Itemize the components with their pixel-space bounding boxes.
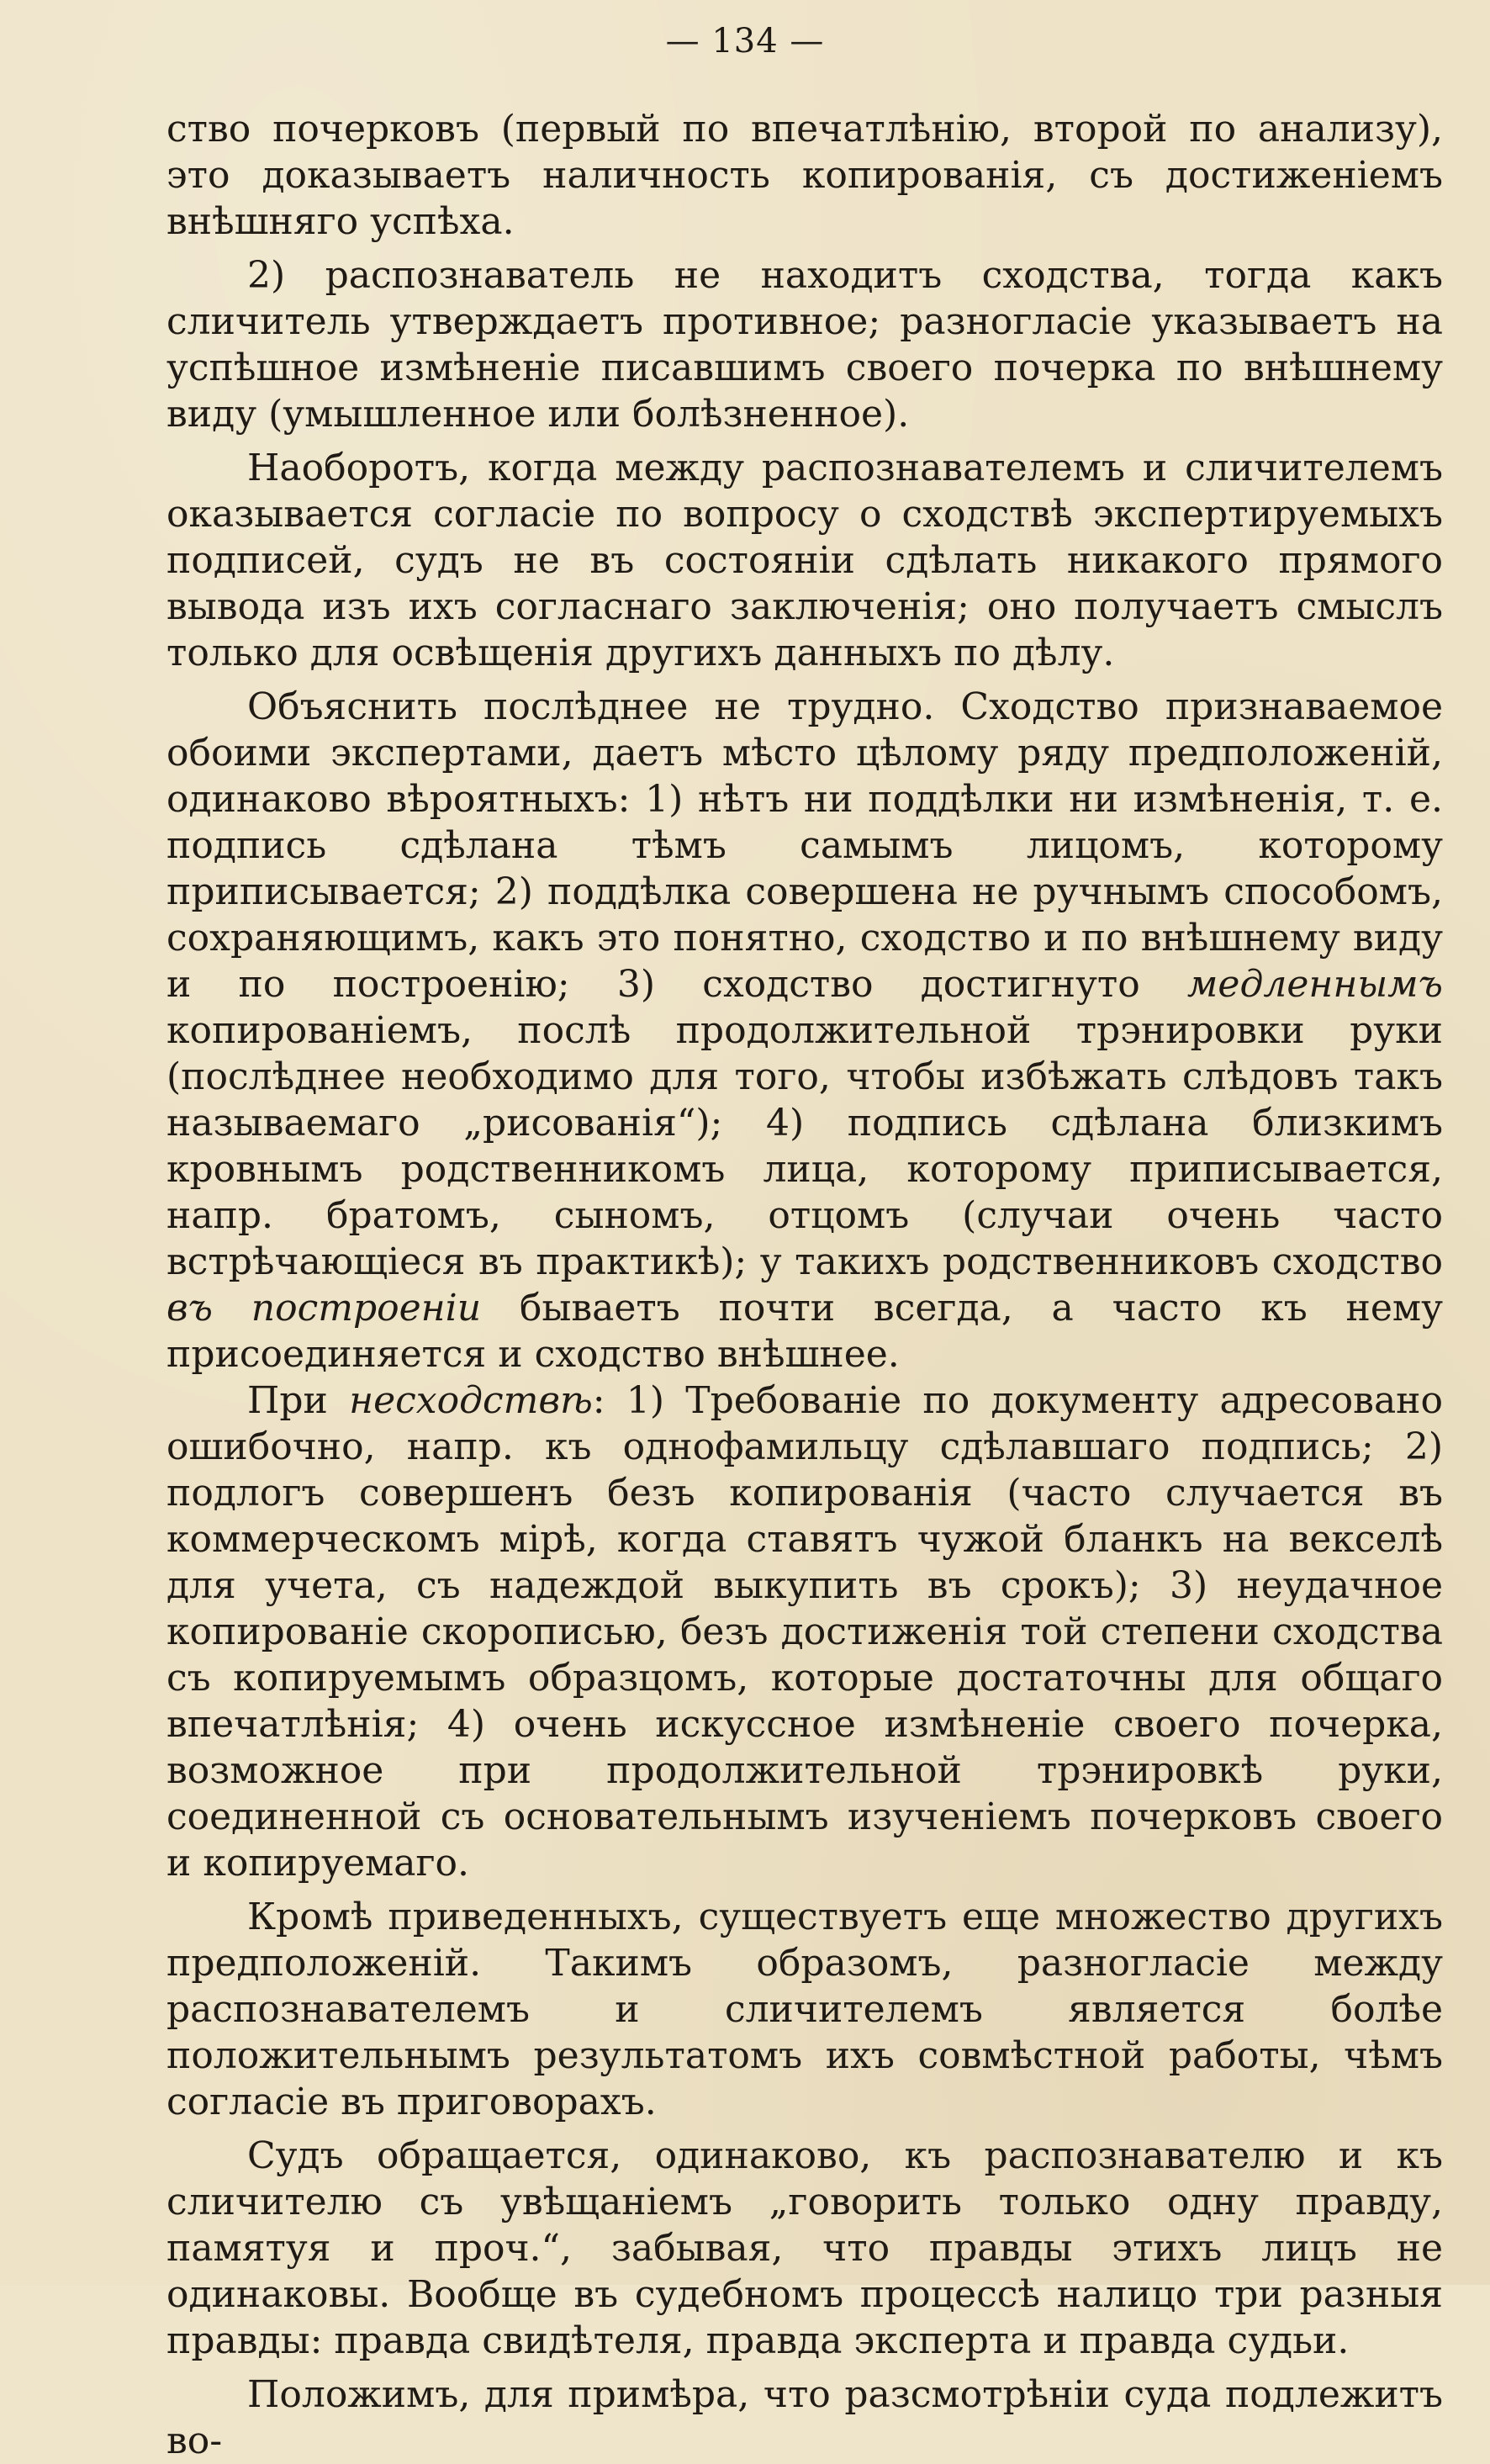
paragraph (166, 252, 1443, 437)
text-run: Наоборотъ, когда между распознавателемъ и сличителемъ оказывается согласіе по вопросу о сходствѣ экспертируемыхъ подписей, судъ не въ состояніи сдѣлать никакого прямого вывода изъ ихъ согласнаго заключенія; оно получаетъ смыслъ только для освѣщенія другихъ данныхъ по дѣлу. (166, 447, 1443, 674)
text-run: Судъ обращается, одинаково, къ распознавателю и къ сличителю съ увѣщаніемъ „говорить только одну правду, памятуя и проч.“, забывая, что правды этихъ лицъ не одинаковы. Вообще въ судебномъ процессѣ налицо три разныя правды: правда свидѣтеля, правда эксперта и правда судьи. (166, 2134, 1443, 2362)
paragraph (166, 445, 1443, 676)
paragraph (166, 1377, 1443, 1886)
paragraph (166, 2371, 1443, 2464)
text-run: бываетъ почти всегда, а часто къ нему присоединяется и сходство внѣшнее. (166, 1287, 1443, 1376)
italic-text: медленнымъ (1186, 963, 1443, 1006)
text-run: : 1) Требованіе по документу адресовано ошибочно, напр. къ однофамильцу сдѣлавшаго подпись; 2) подлогъ совершенъ безъ копированія (часто случается въ коммерческомъ мірѣ, когда ставятъ чужой бланкъ на векселѣ для учета, съ надеждой выкупить въ срокъ); 3) неудачное копированіе скорописью, безъ достиженія той степени сходства съ копируемымъ образцомъ, которые достаточны для общаго впечатлѣнія; 4) очень искуссное измѣненіе своего почерка, возможное при продолжительной трэнировкѣ руки, соединенной съ основательнымъ изученіемъ почерковъ своего и копируемаго. (166, 1379, 1443, 1885)
text-run: копированіемъ, послѣ продолжительной трэнировки руки (послѣднее необходимо для того, чтобы избѣжать слѣдовъ такъ называемаго „рисованія“); 4) подпись сдѣлана близкимъ кровнымъ родственникомъ лица, которому приписывается, напр. братомъ, сыномъ, отцомъ (случаи очень часто встрѣчающіеся въ практикѣ); у такихъ родственниковъ сходство (166, 1009, 1443, 1283)
page-number-header: — 134 — (665, 22, 825, 61)
paragraph (166, 1894, 1443, 2125)
paragraph (166, 2133, 1443, 2364)
text-run: Кромѣ приведенныхъ, существуетъ еще множество другихъ предположеній. Такимъ образомъ, разногласіе между распознавателемъ и сличителемъ является болѣе положительнымъ результатомъ ихъ совмѣстной работы, чѣмъ согласіе въ приговорахъ. (166, 1896, 1443, 2123)
italic-text: въ построеніи (166, 1287, 482, 1330)
text-run: Объяснить послѣднее не трудно. Сходство признаваемое обоими экспертами, даетъ мѣсто цѣлому ряду предположеній, одинаково вѣроятныхъ: 1) нѣтъ ни поддѣлки ни измѣненія, т. е. подпись сдѣлана тѣмъ самымъ лицомъ, которому приписывается; 2) поддѣлка совершена не ручнымъ способомъ, сохраняющимъ, какъ это понятно, сходство и по внѣшнему виду и по построенію; 3) сходство достигнуто (166, 685, 1443, 1006)
text-run: 2) распознаватель не находитъ сходства, тогда какъ сличитель утверждаетъ противное; разногласіе указываетъ на успѣшное измѣненіе писавшимъ своего почерка по внѣшнему виду (умышленное или болѣзненное). (166, 254, 1443, 436)
text-run: ство почерковъ (первый по впечатлѣнію, второй по анализу), это доказываетъ наличность копированія, съ достиженіемъ внѣшняго успѣха. (166, 108, 1443, 243)
paragraph (166, 106, 1443, 245)
text-run: Положимъ, для примѣра, что разсмотрѣніи суда подлежитъ во- (166, 2373, 1443, 2462)
paragraph (166, 684, 1443, 1377)
body-text (166, 106, 1443, 2464)
italic-text: несходствѣ (349, 1379, 593, 1422)
text-run: При (247, 1379, 350, 1422)
